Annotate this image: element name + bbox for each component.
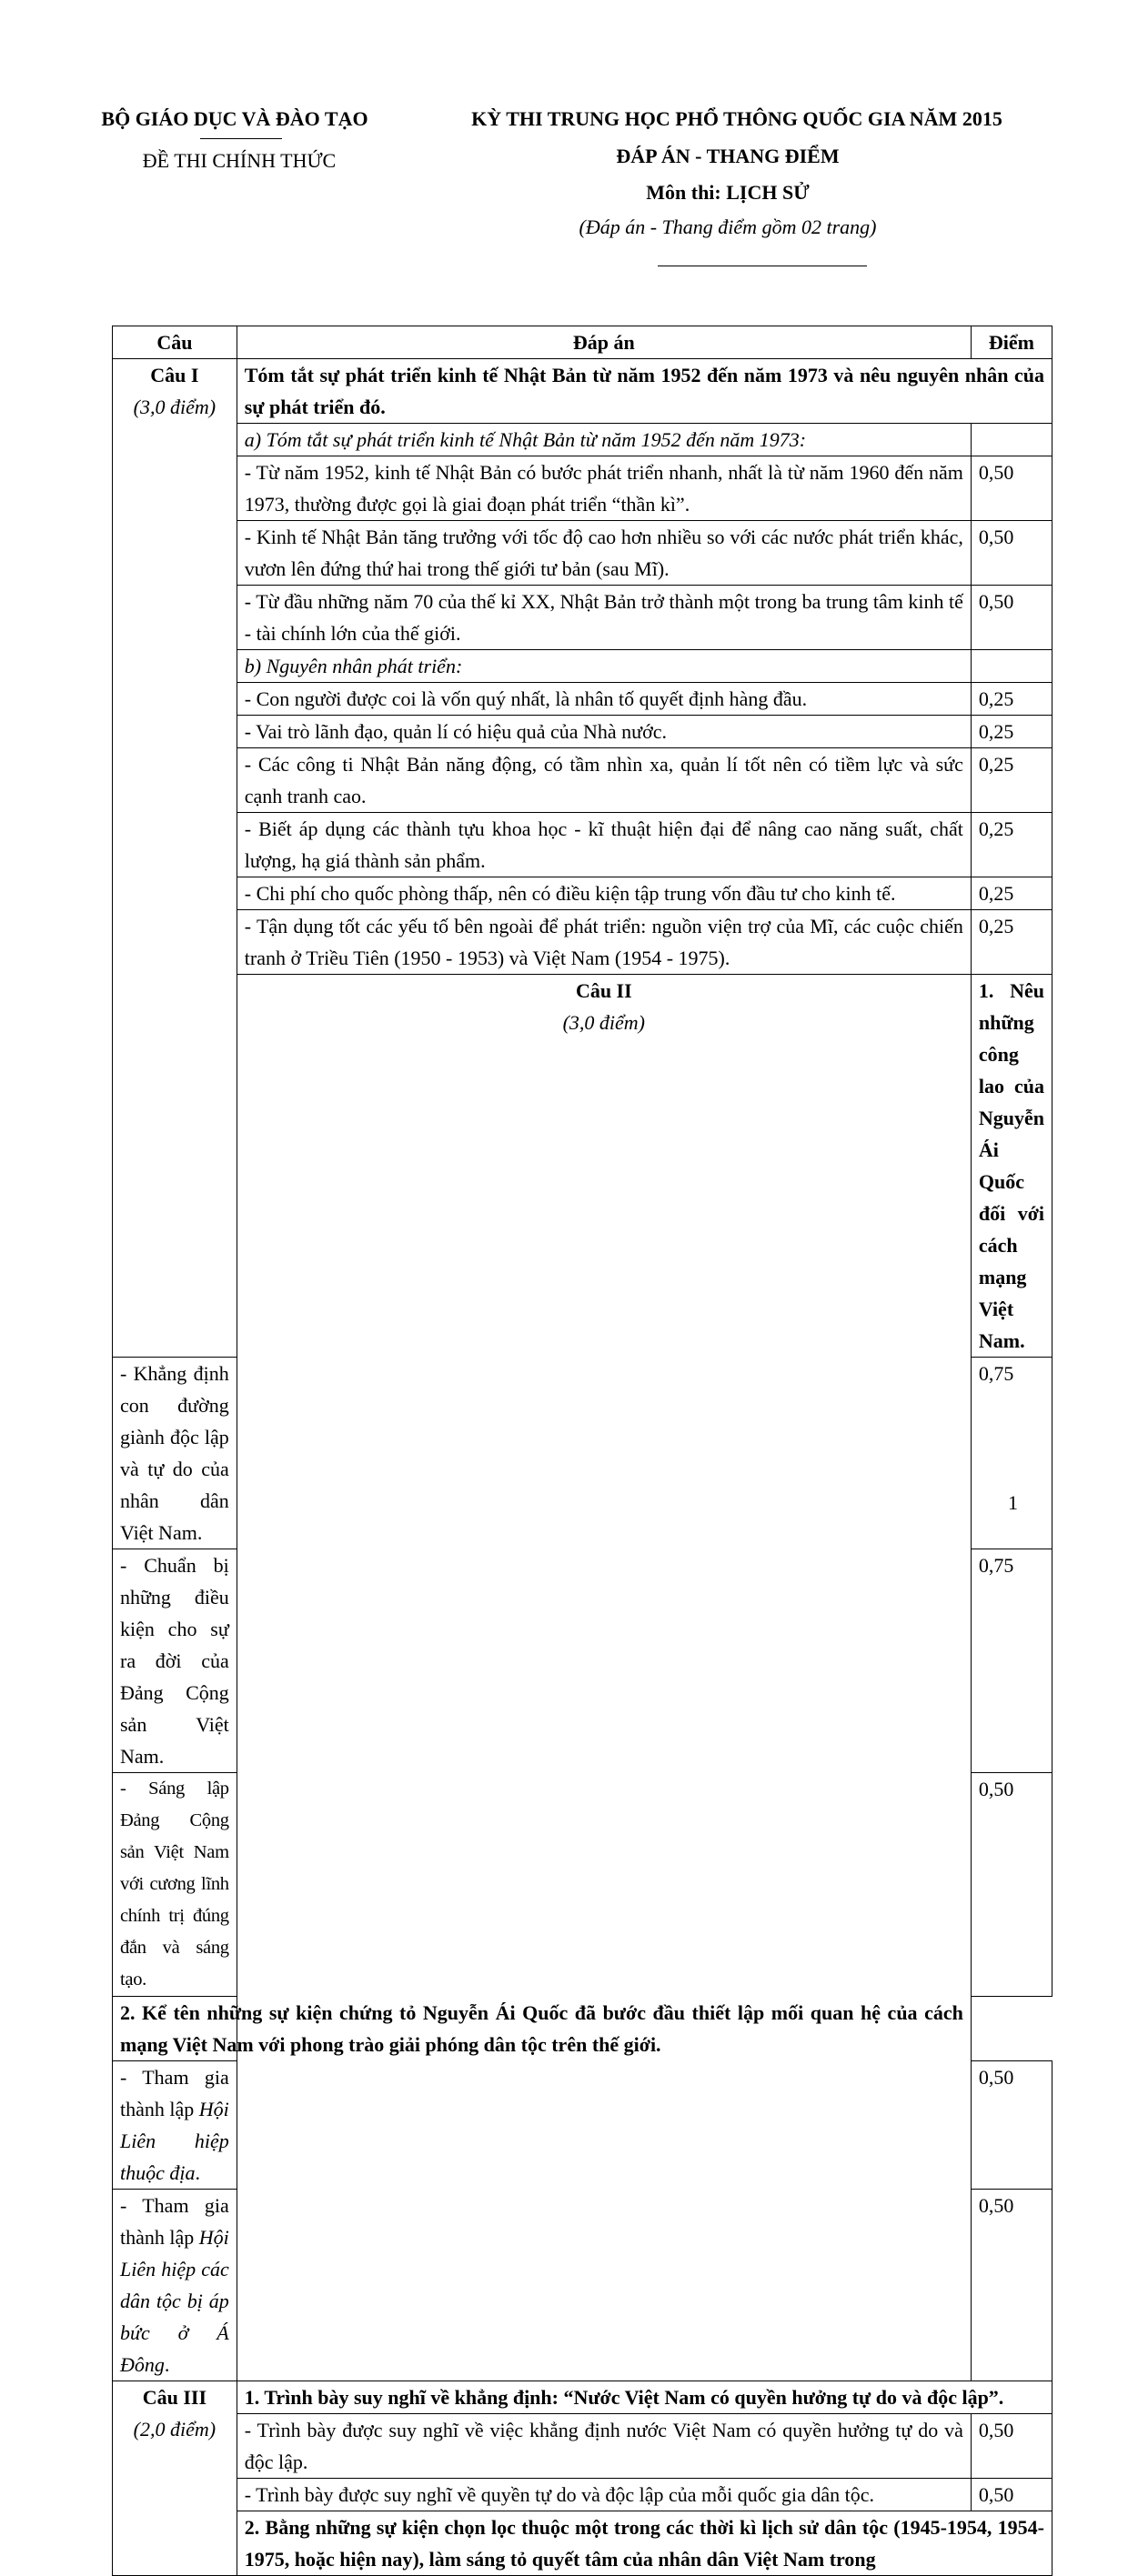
ministry-name: BỘ GIÁO DỤC VÀ ĐÀO TẠO: [101, 107, 368, 130]
score: 0,25: [971, 877, 1052, 910]
organization-name: Hội Liên hiệp thuộc địa: [120, 2098, 229, 2184]
score: 0,50: [971, 2479, 1052, 2511]
answer-text: - Biết áp dụng các thành tựu khoa học - kĩ thuật hiện đại để nâng cao năng suất, chất lượng, hạ giá thành sản phẩm.: [237, 813, 971, 877]
score: 0,50: [971, 2061, 1052, 2190]
header-score: Điểm: [971, 326, 1052, 359]
answer-text: - Tận dụng tốt các yếu tố bên ngoài để phát triển: nguồn viện trợ của Mĩ, các cuộc chiến tranh ở Triều Tiên (1950 - 1953) và Việt Nam (1954 - 1975).: [237, 910, 971, 975]
page-number: 1: [1008, 1491, 1018, 1514]
doc-type: ĐÁP ÁN - THANG ĐIỂM: [616, 145, 840, 167]
score: 0,25: [971, 683, 1052, 716]
answer-text: - Sáng lập Đảng Cộng sản Việt Nam với cương lĩnh chính trị đúng đắn và sáng tạo.: [113, 1773, 237, 1997]
table-row: [113, 1997, 1052, 2061]
answer-table: [112, 326, 1052, 2576]
question-title: 2. Kể tên những sự kiện chứng tỏ Nguyễn Ái Quốc đã bước đầu thiết lập mối quan hệ của cách mạng Việt Nam với phong trào giải phóng dân tộc trên thế giới.: [113, 1997, 972, 2061]
answer-text: - Trình bày được suy nghĩ về quyền tự do và độc lập của mỗi quốc gia dân tộc.: [237, 2479, 971, 2511]
score: 0,25: [971, 813, 1052, 877]
table-row: [113, 877, 1052, 910]
answer-text: - Từ năm 1952, kinh tế Nhật Bản có bước phát triển nhanh, nhất là từ năm 1960 đến năm 1973, thường được gọi là giai đoạn phát triển “thần kì”.: [237, 456, 971, 521]
table-row: [113, 716, 1052, 748]
question-name: Câu II: [575, 979, 632, 1002]
score: 0,25: [971, 748, 1052, 813]
exam-title: KỲ THI TRUNG HỌC PHỔ THÔNG QUỐC GIA NĂM 2015: [471, 107, 1002, 130]
question-title: 2. Bằng những sự kiện chọn lọc thuộc một trong các thời kì lịch sử dân tộc (1945-1954, 1954-1975, hoặc hiện nay), làm sáng tỏ quyết tâm của nhân dân Việt Nam trong: [237, 2511, 1052, 2576]
answer-text: - Chuẩn bị những điều kiện cho sự ra đời của Đảng Cộng sản Việt Nam.: [113, 1549, 237, 1773]
score: 0,50: [971, 1773, 1052, 1997]
section-label: a) Tóm tắt sự phát triển kinh tế Nhật Bản từ năm 1952 đến năm 1973:: [237, 424, 971, 456]
table-row: [113, 359, 1052, 424]
subject: Môn thi: LỊCH SỬ: [646, 181, 810, 204]
score: 0,50: [971, 456, 1052, 521]
score: 0,50: [971, 2190, 1052, 2381]
question-title: Tóm tắt sự phát triển kinh tế Nhật Bản từ năm 1952 đến năm 1973 và nêu nguyên nhân của sự phát triển đó.: [237, 359, 1052, 424]
score: 0,75: [971, 1549, 1052, 1773]
table-row: [113, 521, 1052, 586]
ministry-underline: [200, 138, 282, 139]
answer-text: - Trình bày được suy nghĩ về việc khẳng định nước Việt Nam có quyền hưởng tự do và độc lập.: [237, 2414, 971, 2479]
question-cell: [237, 975, 971, 2381]
question-title: 1. Nêu những công lao của Nguyễn Ái Quốc đối với cách mạng Việt Nam.: [971, 975, 1052, 1358]
table-header-row: [113, 326, 1052, 359]
answer-text: - Khẳng định con đường giành độc lập và tự do của nhân dân Việt Nam.: [113, 1358, 237, 1549]
question-points: (3,0 điểm): [562, 1011, 646, 1034]
table-row: [113, 683, 1052, 716]
question-cell: [113, 359, 237, 1358]
question-points: (3,0 điểm): [133, 396, 217, 418]
question-name: Câu III: [142, 2386, 207, 2409]
answer-text: - Con người được coi là vốn quý nhất, là nhân tố quyết định hàng đầu.: [237, 683, 971, 716]
organization-name: Hội Liên hiệp các dân tộc bị áp bức ở Á Đông: [120, 2226, 229, 2376]
answer-text: - Các công ti Nhật Bản năng động, có tầm nhìn xa, quản lí tốt nên có tiềm lực và sức cạnh tranh cao.: [237, 748, 971, 813]
pages-note: (Đáp án - Thang điểm gồm 02 trang): [579, 216, 877, 238]
answer-text: - Chi phí cho quốc phòng thấp, nên có điều kiện tập trung vốn đầu tư cho kinh tế.: [237, 877, 971, 910]
header-answer: Đáp án: [237, 326, 971, 359]
question-points: (2,0 điểm): [133, 2418, 217, 2441]
score: 0,25: [971, 716, 1052, 748]
header-right: [428, 107, 1064, 239]
table-row: [113, 748, 1052, 813]
section-label: b) Nguyên nhân phát triển:: [237, 650, 971, 683]
table-row: [113, 650, 1052, 683]
score: 0,50: [971, 2414, 1052, 2479]
table-row: [113, 2414, 1052, 2479]
table-row: [113, 456, 1052, 521]
table-row: [113, 2511, 1052, 2576]
question-cell: [113, 2381, 237, 2576]
score: 0,50: [971, 521, 1052, 586]
official-exam-label: ĐỀ THI CHÍNH THỨC: [142, 149, 337, 172]
answer-text: - Từ đầu những năm 70 của thế kỉ XX, Nhật Bản trở thành một trong ba trung tâm kinh tế - tài chính lớn của thế giới.: [237, 586, 971, 650]
table-row: [113, 424, 1052, 456]
answer-text: - Kinh tế Nhật Bản tăng trưởng với tốc độ cao hơn nhiều so với các nước phát triển khác, vươn lên đứng thứ hai trong thế giới tư bản (sau Mĩ).: [237, 521, 971, 586]
score: 0,75: [971, 1358, 1052, 1549]
answer-text: - Vai trò lãnh đạo, quản lí có hiệu quả của Nhà nước.: [237, 716, 971, 748]
table-row: [113, 813, 1052, 877]
answer-text: - Tham gia thành lập Hội Liên hiệp các dân tộc bị áp bức ở Á Đông.: [113, 2190, 237, 2381]
table-row: [113, 586, 1052, 650]
table-row: [113, 2479, 1052, 2511]
score: 0,25: [971, 910, 1052, 975]
question-name: Câu I: [150, 364, 199, 386]
question-title: 1. Trình bày suy nghĩ về khẳng định: “Nước Việt Nam có quyền hưởng tự do và độc lập”.: [237, 2381, 1052, 2414]
table-row: [113, 2381, 1052, 2414]
header-left: [89, 107, 389, 173]
header-question: Câu: [113, 326, 237, 359]
table-row: [113, 975, 1052, 1358]
score: 0,50: [971, 586, 1052, 650]
table-row: [113, 910, 1052, 975]
answer-text: - Tham gia thành lập Hội Liên hiệp thuộc địa.: [113, 2061, 237, 2190]
